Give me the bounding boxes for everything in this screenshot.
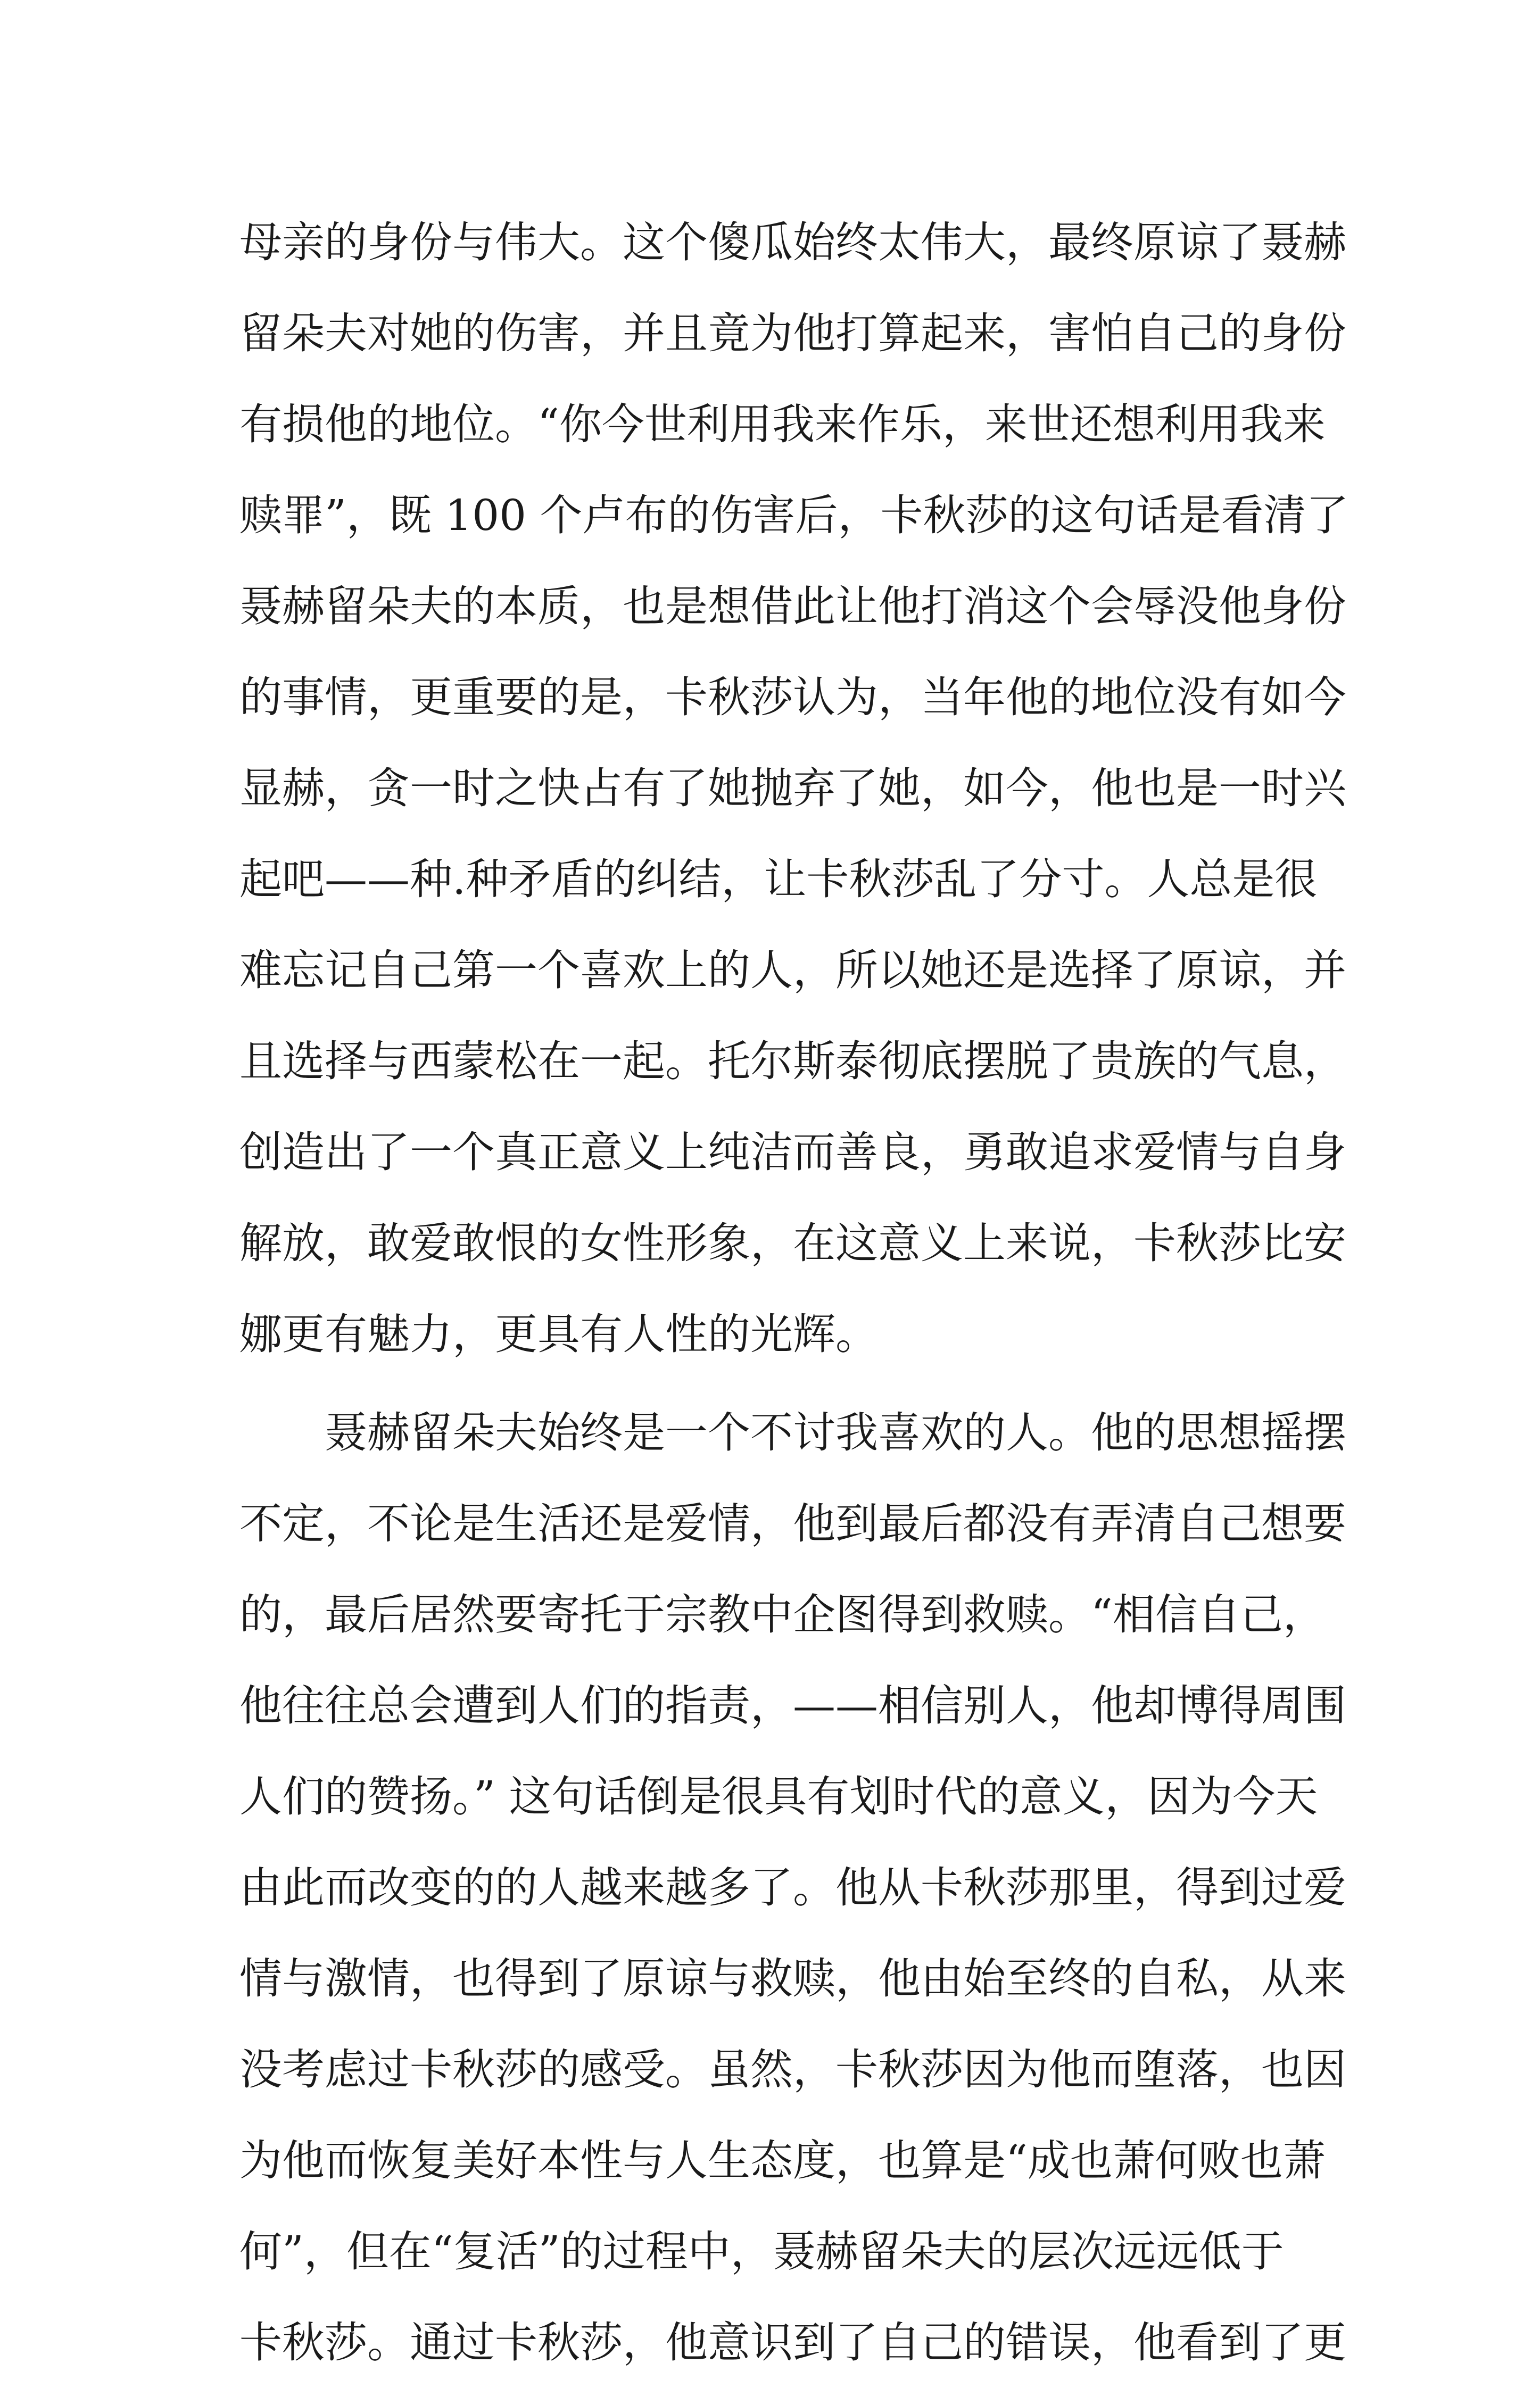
text-line: 情与激情，也得到了原谅与救赎，他由始至终的自私，从来 (239, 1954, 1346, 2003)
text-line: 卡秋莎。通过卡秋莎，他意识到了自己的错误，他看到了更 (239, 2318, 1346, 2367)
text-line: 解放，敢爱敢恨的女性形象，在这意义上来说，卡秋莎比安 (239, 1218, 1346, 1268)
text-line: 赎罪”，既 100 个卢布的伤害后，卡秋莎的这句话是看清了 (239, 491, 1349, 540)
text-line: 创造出了一个真正意义上纯洁而善良，勇敢追求爱情与自身 (239, 1127, 1346, 1177)
paragraph-2 (239, 1387, 1346, 2388)
text-line: 何”，但在“复活”的过程中，聂赫留朵夫的层次远远低于 (239, 2227, 1284, 2276)
text-line: 聂赫留朵夫始终是一个不讨我喜欢的人。他的思想摇摆 (239, 1408, 1346, 1457)
text-line: 显赫，贪一时之快占有了她抛弃了她，如今，他也是一时兴 (239, 764, 1346, 813)
text-line: 难忘记自己第一个喜欢上的人，所以她还是选择了原谅，并 (239, 946, 1346, 995)
text-line: 娜更有魅力，更具有人性的光辉。 (239, 1309, 878, 1359)
text-line: 且选择与西蒙松在一起。托尔斯泰彻底摆脱了贵族的气息， (239, 1037, 1346, 1086)
body-text (239, 197, 1349, 2388)
paragraph-1 (239, 197, 1349, 1380)
text-line: 不定，不论是生活还是爱情，他到最后都没有弄清自己想要 (239, 1499, 1346, 1548)
text-line: 的，最后居然要寄托于宗教中企图得到救赎。“相信自己， (239, 1590, 1326, 1639)
text-line: 人们的赞扬。” 这句话倒是很具有划时代的意义，因为今天 (239, 1772, 1318, 1821)
text-line: 由此而改变的的人越来越多了。他从卡秋莎那里，得到过爱 (239, 1863, 1346, 1912)
text-line: 有损他的地位。“你今世利用我来作乐，来世还想利用我来 (239, 400, 1326, 449)
text-line: 没考虑过卡秋莎的感受。虽然，卡秋莎因为他而堕落，也因 (239, 2045, 1346, 2094)
text-line: 的事情，更重要的是，卡秋莎认为，当年他的地位没有如今 (239, 673, 1346, 722)
text-line: 聂赫留朵夫的本质，也是想借此让他打消这个会辱没他身份 (239, 582, 1346, 631)
text-line: 他往往总会遭到人们的指责，——相信别人，他却博得周围 (239, 1681, 1346, 1730)
text-line: 起吧——种.种矛盾的纠结，让卡秋莎乱了分寸。人总是很 (239, 855, 1318, 904)
text-line: 留朵夫对她的伤害，并且竟为他打算起来，害怕自己的身份 (239, 309, 1346, 358)
text-line: 为他而恢复美好本性与人生态度，也算是“成也萧何败也萧 (239, 2136, 1326, 2185)
text-line: 母亲的身份与伟大。这个傻瓜始终太伟大，最终原谅了聂赫 (239, 218, 1346, 267)
paragraph-spacer (239, 1380, 1330, 1387)
